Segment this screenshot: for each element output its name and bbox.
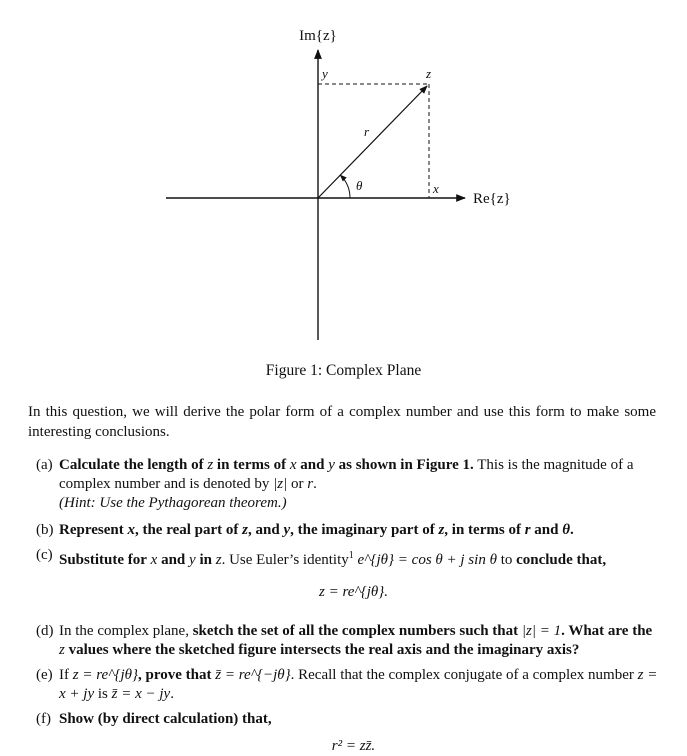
complex-plane-figure (0, 0, 687, 345)
label-x: x (433, 181, 439, 196)
angle-arc (340, 175, 350, 198)
question-d: (d) In the complex plane, sketch the set of all the complex numbers such that |z| = 1. What are the z values where the sketched figure intersects the real axis and the imaginary axis? (36, 623, 653, 658)
question-label: (c) (36, 547, 53, 563)
axis-re-label: Re{z} (473, 191, 511, 207)
question-f: (f) Show (by direct calculation) that, r² = zz̄. (28, 710, 658, 756)
r-squared-equation: r² = zz̄. (331, 738, 376, 754)
intro-paragraph: In this question, we will derive the polar form of a complex number and use this form to make some interesting conclusions. (28, 404, 656, 440)
question-c: (c) Substitute for x and y in z. Use Euler’s identity$^1$ e^{jθ} = cos θ + j sin θ to conclude that, z = re^{jθ}. (28, 546, 658, 602)
label-z: z (426, 66, 432, 81)
label-theta: θ (356, 178, 363, 193)
figure-caption: Figure 1: Complex Plane (265, 362, 422, 379)
label-y: y (322, 66, 328, 81)
vector-r (318, 86, 427, 198)
question-e: (e) If z = re^{jθ}, prove that z̄ = re^{−jθ}. Recall that the complex conjugate of a complex number z = x + jy is z̄ = x − jy. (36, 667, 658, 702)
question-list (28, 456, 658, 756)
question-label: (f) (36, 711, 51, 727)
footnote-marker: 1 (348, 550, 354, 561)
euler-identity: e^{jθ} = cos θ + j sin θ (357, 552, 497, 568)
question-a: (a) Calculate the length of z in terms of x and y as shown in Figure 1. This is the magnitude of a complex number and is denoted by |z| or r. (Hint: Use the Pythagorean theorem.) (36, 457, 634, 511)
question-label: (b) (36, 522, 54, 538)
polar-form-equation: z = re^{jθ}. (318, 584, 388, 600)
axis-im-label: Im{z} (299, 28, 337, 44)
question-label: (d) (36, 623, 54, 639)
question-b: (b) Represent x, the real part of z, and y, the imaginary part of z, in terms of r and θ. (36, 522, 574, 538)
question-label: (a) (36, 457, 53, 473)
question-label: (e) (36, 667, 53, 683)
hint-text: (Hint: Use the Pythagorean theorem.) (59, 495, 287, 511)
label-r: r (364, 124, 370, 139)
